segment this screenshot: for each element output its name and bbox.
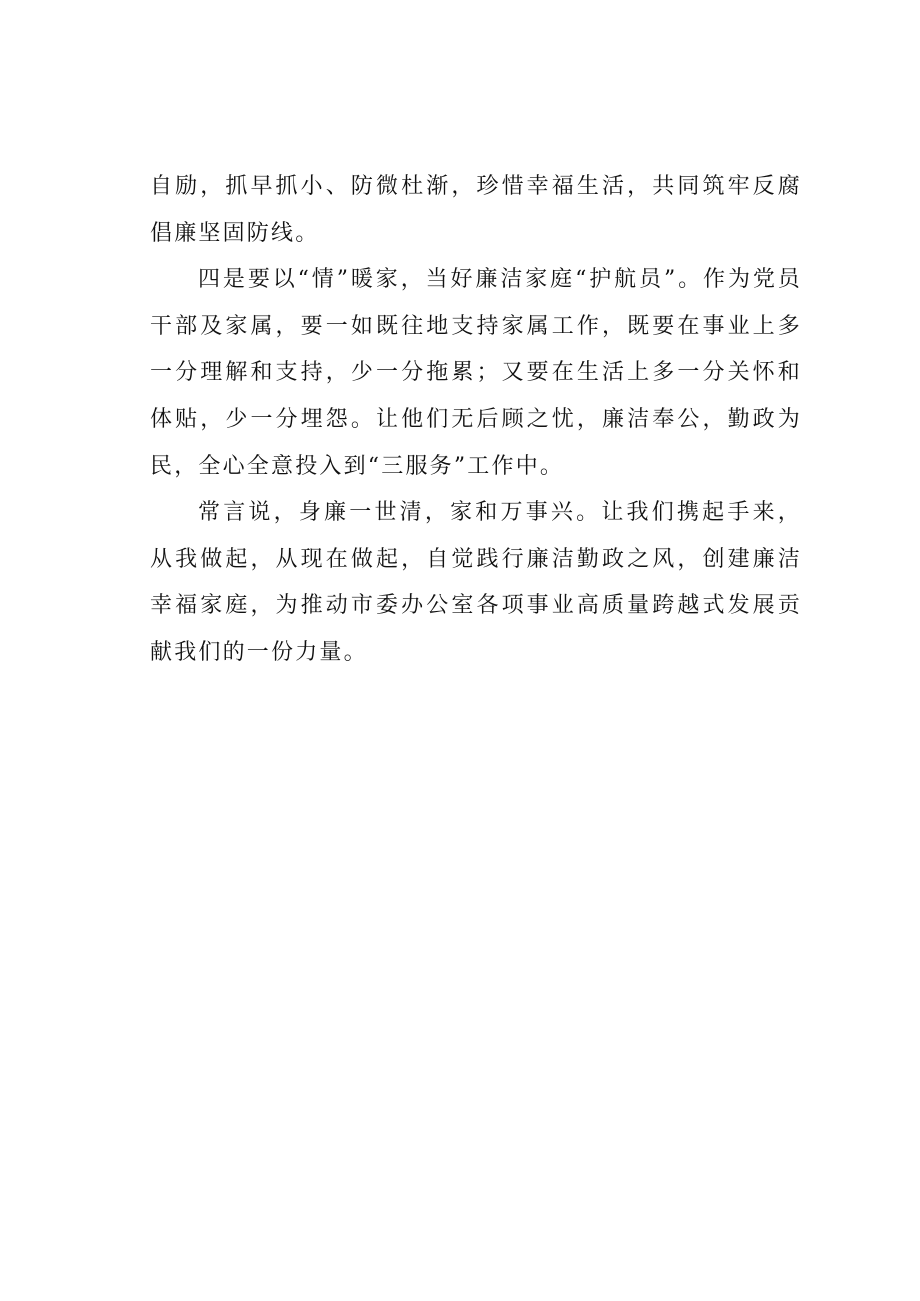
paragraph-continuation: 自励，抓早抓小、防微杜渐，珍惜幸福生活，共同筑牢反腐倡廉坚固防线。 <box>150 174 802 246</box>
paragraph-point-four: 四是要以“情”暖家，当好廉洁家庭“护航员”。作为党员干部及家属，要一如既往地支持家属工作，既要在事业上多一分理解和支持，少一分拖累；又要在生活上多一分关怀和体贴，少一分埋怨。让他们无后顾之忧，廉洁奉公，勤政为民，全心全意投入到“三服务”工作中。 <box>150 267 802 479</box>
paragraph-conclusion: 常言说，身廉一世清，家和万事兴。让我们携起手来，从我做起，从现在做起，自觉践行廉洁勤政之风，创建廉洁幸福家庭，为推动市委办公室各项事业高质量跨越式发展贡献我们的一份力量。 <box>150 500 802 665</box>
document-body <box>150 164 802 677</box>
